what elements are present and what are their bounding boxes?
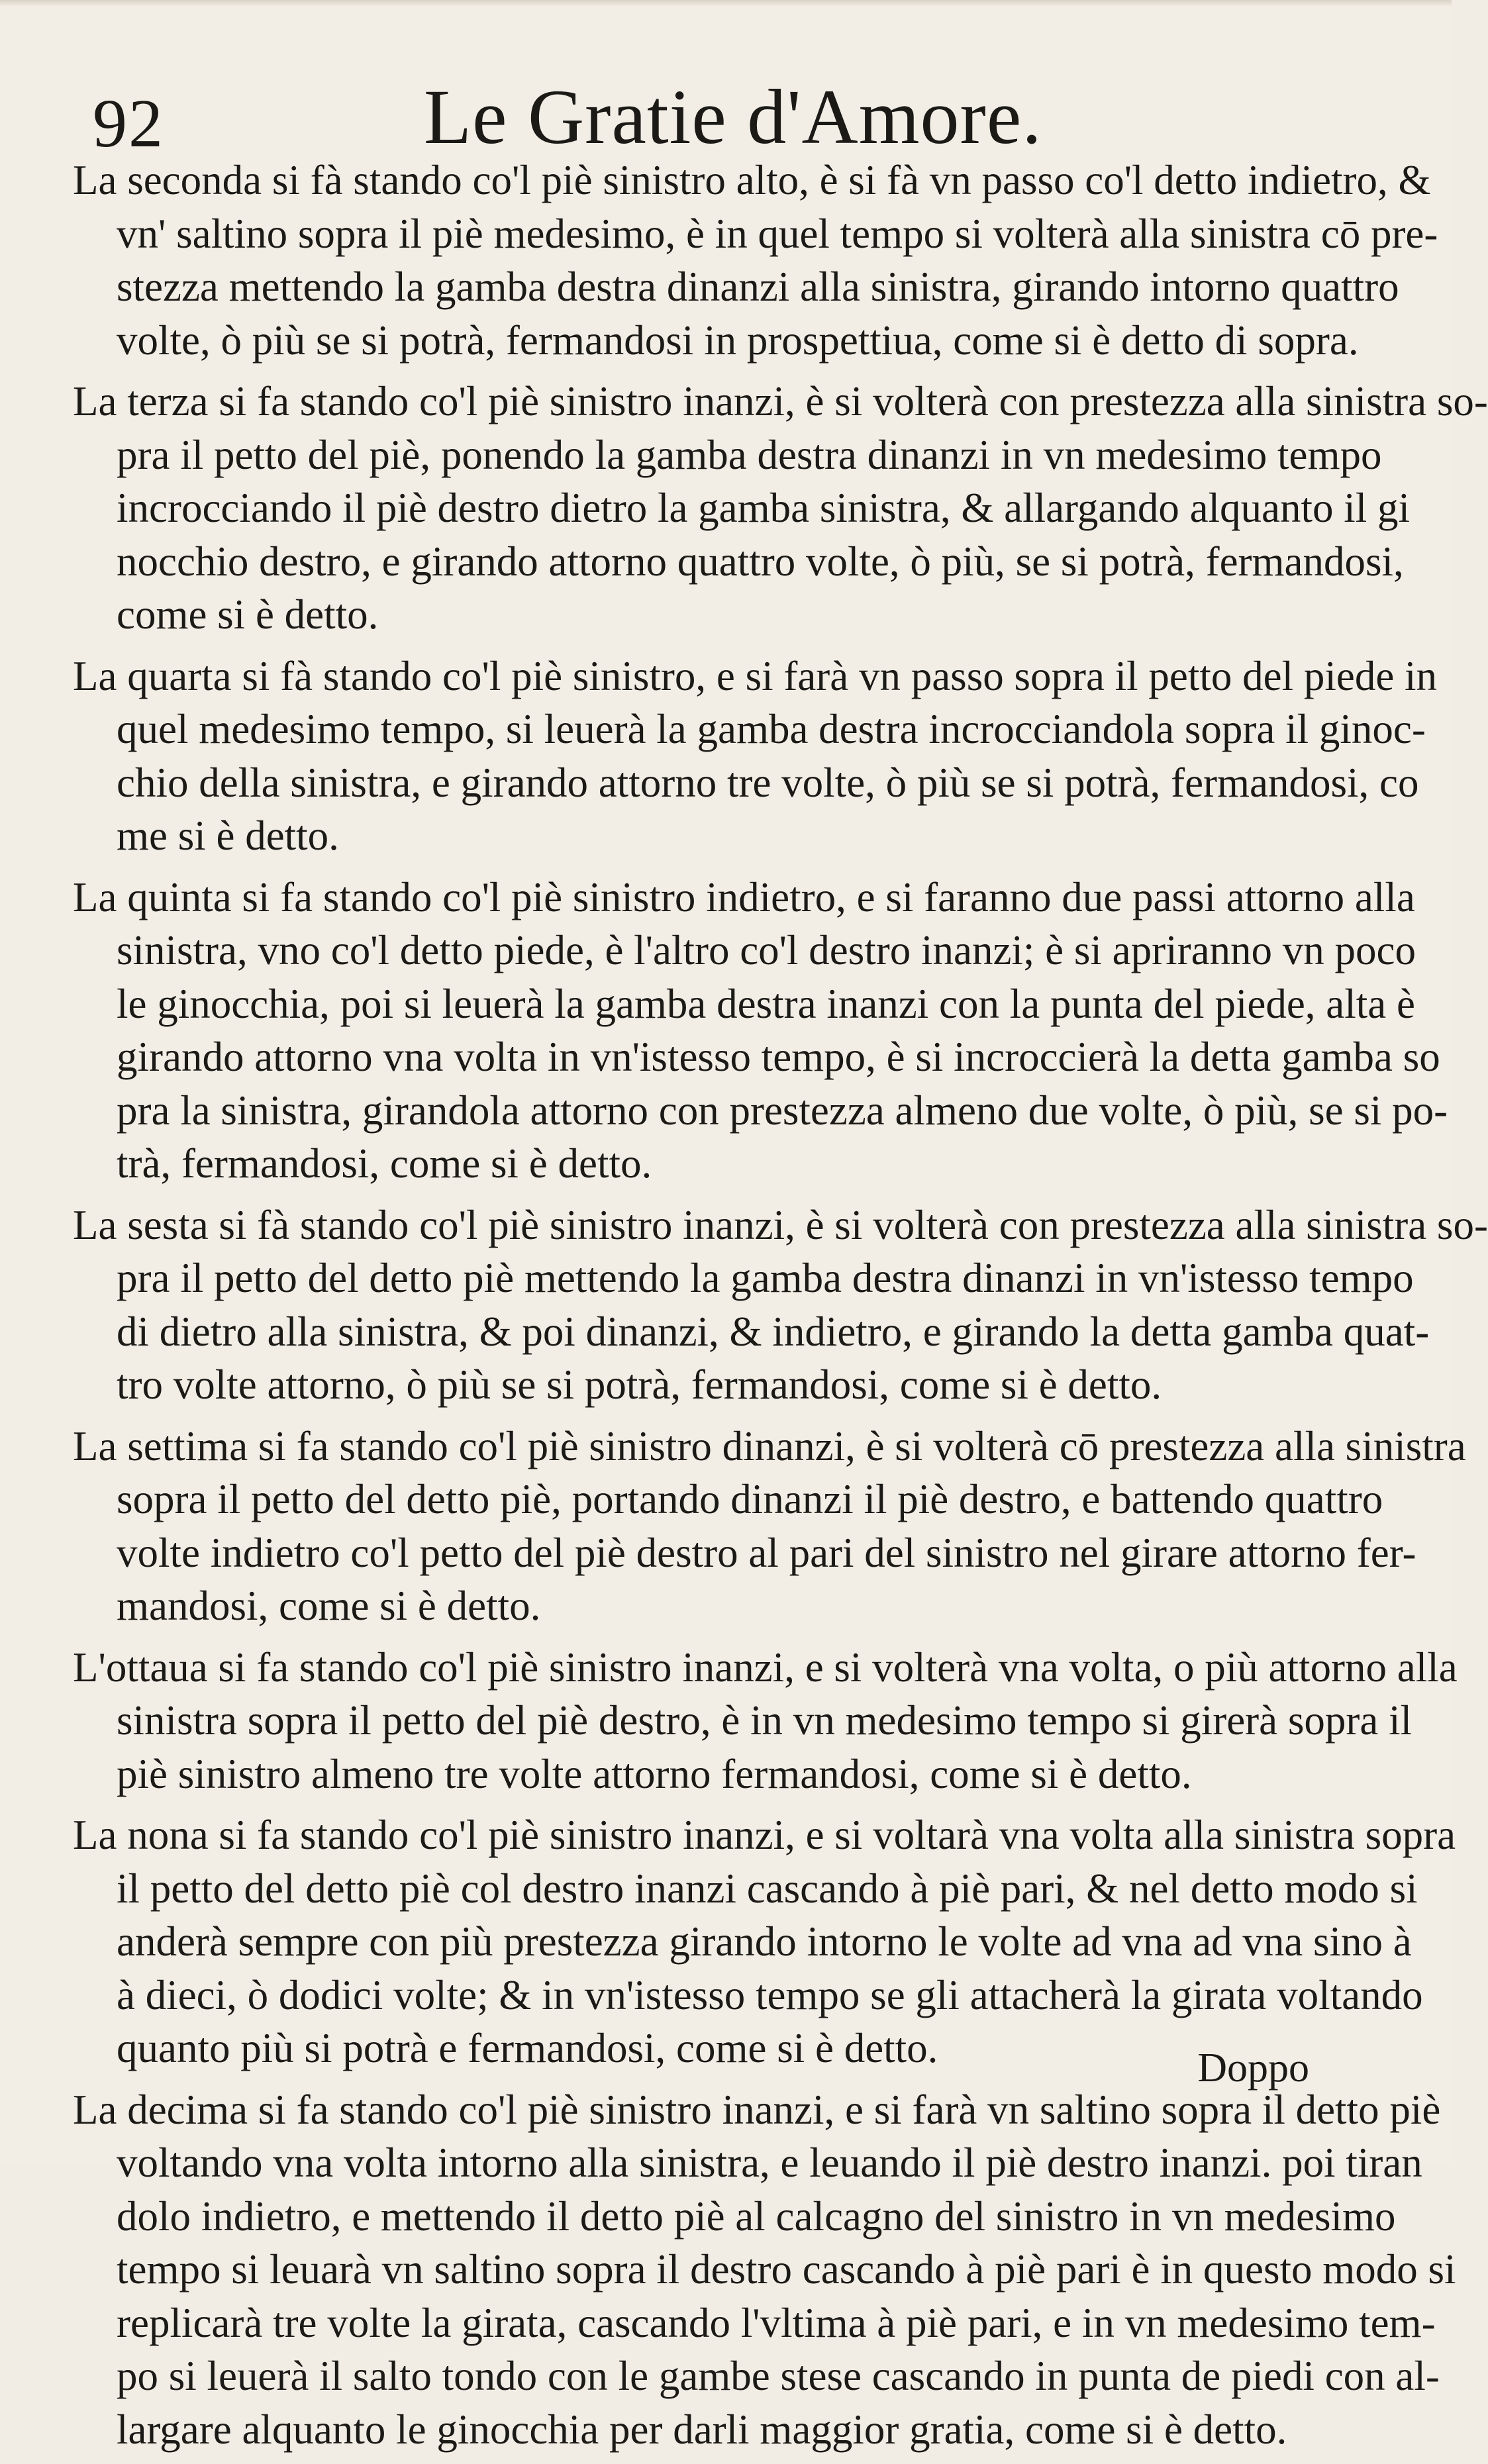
text-line: La decima si fa stando co'l piè sinistro inanzi, e si farà vn saltino sopra il detto piè — [73, 2086, 1441, 2133]
text-line: vn' saltino sopra il piè medesimo, è in quel tempo si volterà alla sinistra cō pre- — [117, 210, 1438, 257]
text-line: replicarà tre volte la girata, cascando l'vltima à piè pari, e in vn medesimo tem- — [117, 2299, 1436, 2346]
text-line: nocchio destro, e girando attorno quattro volte, ò più, se si potrà, fermandosi, — [117, 538, 1404, 585]
text-line: le ginocchia, poi si leuerà la gamba destra inanzi con la punta del piede, alta è — [117, 980, 1415, 1027]
text-line: largare alquanto le ginocchia per darli maggior gratia, come si è detto. — [117, 2406, 1287, 2453]
text-line: chio della sinistra, e girando attorno tre volte, ò più se si potrà, fermandosi, co — [117, 759, 1419, 806]
text-line: incrocciando il piè destro dietro la gamba sinistra, & allargando alquanto il gi — [117, 485, 1411, 531]
paragraph — [73, 871, 1448, 1191]
text-line: La quarta si fà stando co'l piè sinistro, e si farà vn passo sopra il petto del piede in — [73, 652, 1438, 699]
text-line: mandosi, come si è detto. — [117, 1583, 541, 1629]
paragraph — [73, 375, 1488, 642]
text-line: La settima si fa stando co'l piè sinistro dinanzi, è si volterà cō prestezza alla sinistra — [73, 1422, 1466, 1469]
text-line: po si leuerà il salto tondo con le gambe stese cascando in punta de piedi con al- — [117, 2353, 1440, 2399]
text-line: quanto più si potrà e fermandosi, come si è detto. — [117, 2025, 938, 2071]
paragraph — [73, 2083, 1456, 2457]
text-line: pra la sinistra, girandola attorno con prestezza almeno due volte, ò più, se si po- — [117, 1087, 1448, 1134]
text-line: volte indietro co'l petto del piè destro al pari del sinistro nel girare attorno fer- — [117, 1529, 1416, 1576]
text-line: piè sinistro almeno tre volte attorno fermandosi, come si è detto. — [117, 1750, 1192, 1797]
catchword: Doppo — [1197, 2045, 1309, 2091]
paragraph — [73, 1641, 1458, 1801]
paragraph — [73, 1199, 1488, 1412]
paragraph — [73, 650, 1438, 863]
text-line: La terza si fa stando co'l piè sinistro inanzi, è si volterà con prestezza alla sinistra so- — [73, 378, 1488, 424]
paragraph — [73, 1420, 1466, 1633]
paragraph — [73, 154, 1438, 367]
text-line: sinistra, vno co'l detto piede, è l'altro co'l destro inanzi; è si apriranno vn poco — [117, 927, 1416, 973]
text-line: La quinta si fa stando co'l piè sinistro indietro, e si faranno due passi attorno alla — [73, 873, 1415, 920]
text-line: pra il petto del piè, ponendo la gamba destra dinanzi in vn medesimo tempo — [117, 431, 1382, 478]
text-line: me si è detto. — [117, 813, 339, 859]
text-line: La seconda si fà stando co'l piè sinistro alto, è si fà vn passo co'l detto indietro, & — [73, 157, 1431, 203]
text-line: girando attorno vna volta in vn'istesso tempo, è si incroccierà la detta gamba so — [117, 1034, 1440, 1080]
text-line: dolo indietro, e mettendo il detto piè al calcagno del sinistro in vn medesimo — [117, 2193, 1396, 2240]
text-line: tro volte attorno, ò più se si potrà, fermandosi, come si è detto. — [117, 1361, 1162, 1408]
text-line: sopra il petto del detto piè, portando dinanzi il piè destro, e battendo quattro — [117, 1476, 1383, 1522]
paragraph — [73, 1808, 1456, 2075]
text-line: quel medesimo tempo, si leuerà la gamba destra incrocciandola sopra il ginoc- — [117, 706, 1426, 752]
text-line: il petto del detto piè col destro inanzi cascando à piè pari, & nel detto modo si — [117, 1865, 1418, 1912]
running-title: Le Gratie d'Amore. — [424, 74, 1042, 160]
text-body — [73, 154, 1488, 2464]
text-line: tempo si leuarà vn saltino sopra il destro cascando à piè pari è in questo modo si — [117, 2246, 1456, 2292]
text-line: L'ottaua si fa stando co'l piè sinistro inanzi, e si volterà vna volta, o più attorno alla — [73, 1644, 1458, 1691]
text-line: volte, ò più se si potrà, fermandosi in prospettiua, come si è detto di sopra. — [117, 317, 1359, 364]
text-line: à dieci, ò dodici volte; & in vn'istesso tempo se gli attacherà la girata voltando — [117, 1971, 1423, 2018]
text-line: voltando vna volta intorno alla sinistra, e leuando il piè destro inanzi. poi tiran — [117, 2140, 1422, 2186]
text-line: La nona si fa stando co'l piè sinistro inanzi, e si voltarà vna volta alla sinistra sopra — [73, 1812, 1456, 1858]
text-line: pra il petto del detto piè mettendo la gamba destra dinanzi in vn'istesso tempo — [117, 1255, 1414, 1301]
text-line: trà, fermandosi, come si è detto. — [117, 1140, 652, 1187]
text-line: sinistra sopra il petto del piè destro, è in vn medesimo tempo si girerà sopra il — [117, 1697, 1413, 1744]
page-number: 92 — [93, 85, 164, 162]
text-line: come si è detto. — [117, 591, 379, 638]
text-line: di dietro alla sinistra, & poi dinanzi, & indietro, e girando la detta gamba quat- — [117, 1308, 1430, 1355]
page-top-edge — [0, 0, 1452, 7]
text-line: La sesta si fà stando co'l piè sinistro inanzi, è si volterà con prestezza alla sinistra so- — [73, 1201, 1488, 1248]
text-line: anderà sempre con più prestezza girando intorno le volte ad vna ad vna sino à — [117, 1918, 1412, 1965]
text-line: stezza mettendo la gamba destra dinanzi alla sinistra, girando intorno quattro — [117, 264, 1399, 310]
